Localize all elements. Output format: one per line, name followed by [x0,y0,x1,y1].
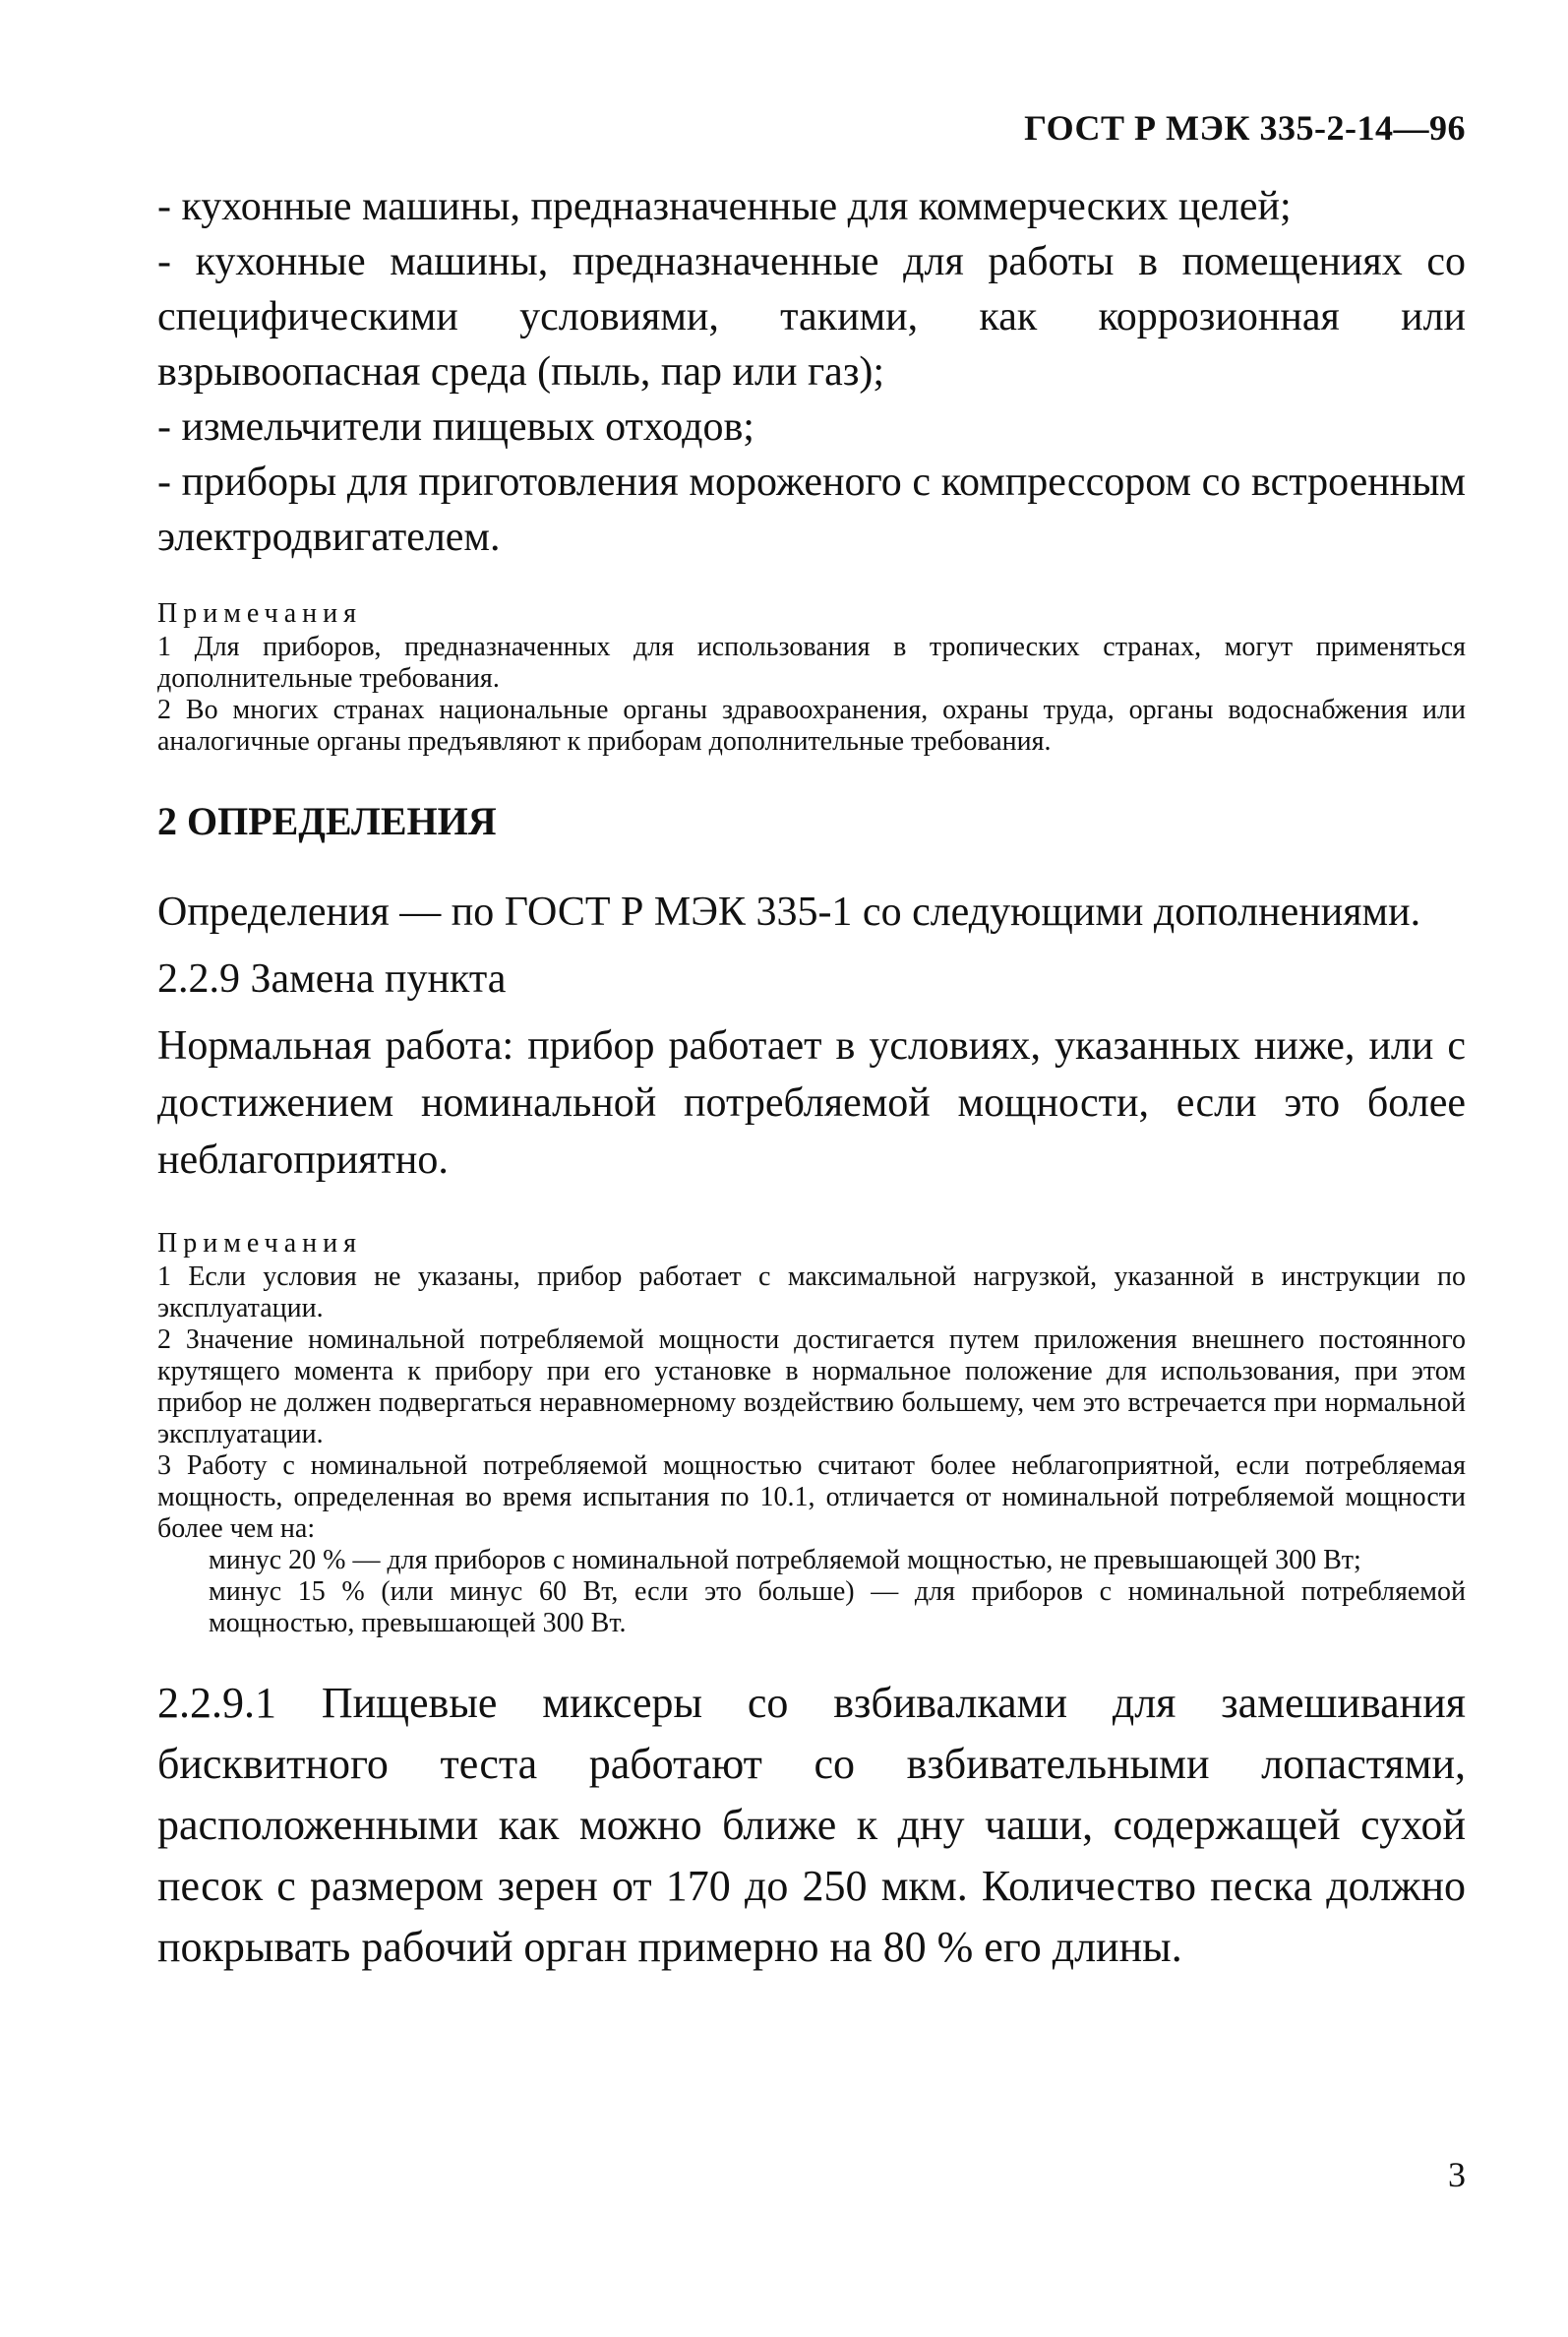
definitions-intro: Определения — по ГОСТ Р МЭК 335-1 со следующими дополнениями. [157,890,1421,935]
notes-title: Примечания [157,1228,363,1259]
note-item: 1 Для приборов, предназначенных для использования в тропических странах, могут применяться дополнительные требования. [157,632,1466,694]
notes-block-1 [157,598,1466,758]
document-header: ГОСТ Р МЭК 335-2-14—96 [1024,108,1466,148]
notes-title: Примечания [157,598,363,629]
list-item: - приборы для приготовления мороженого с компрессором со встроенным электродвигателем. [157,460,1466,560]
note-sub-item: минус 15 % (или минус 60 Вт, если это больше) — для приборов с номинальной потребляемой мощностью, превышающей 300 Вт. [209,1576,1466,1638]
note-item: 1 Если условия не указаны, прибор работает с максимальной нагрузкой, указанной в инструкции по эксплуатации. [157,1261,1466,1323]
exclusions-list [157,179,1466,565]
clause-text: Нормальная работа: прибор работает в условиях, указанных ниже, или с достижением номинальной потребляемой мощности, если это более неблагоприятно. [157,1023,1466,1183]
note-item: 2 Во многих странах национальные органы здравоохранения, охраны труда, органы водоснабжения или аналогичные органы предъявляют к приборам дополнительные требования. [157,695,1466,757]
note-item: 2 Значение номинальной потребляемой мощности достигается путем приложения внешнего постоянного крутящего момента к прибору при его установке в нормальное положение для использования, при этом прибор не должен подвергаться неравномерному воздействию большему, чем это встречается при нормальной эксплуатации. [157,1324,1466,1449]
notes-block-2 [157,1228,1466,1639]
section-heading: 2 ОПРЕДЕЛЕНИЯ [157,799,497,843]
clause-title: 2.2.9 Замена пункта [157,956,507,1002]
note-sub-item: минус 20 % — для приборов с номинальной потребляемой мощностью, не превышающей 300 Вт; [209,1545,1361,1575]
note-item: 3 Работу с номинальной потребляемой мощностью считают более неблагоприятной, если потребляемая мощность, определенная во время испытания по 10.1, отличается от номинальной потребляемой мощности более чем на: [157,1450,1466,1544]
clause-2-2-9-1: 2.2.9.1 Пищевые миксеры со взбивалками для замешивания бисквитного теста работают со взбивательными лопастями, расположенными как можно ближе к дну чаши, содержащей сухой песок с размером зерен от 170 до 250 мкм. Количество песка должно покрывать рабочий орган примерно на 80 % его длины. [157,1679,1466,1971]
document-page [157,98,1466,2283]
list-item: - кухонные машины, предназначенные для работы в помещениях со специфическими условиями, такими, как коррозионная или взрывоопасная среда (пыль, пар или газ); [157,239,1466,395]
list-item: - измельчители пищевых отходов; [157,404,754,450]
list-item: - кухонные машины, предназначенные для коммерческих целей; [157,184,1292,229]
page-number: 3 [1448,2155,1466,2194]
